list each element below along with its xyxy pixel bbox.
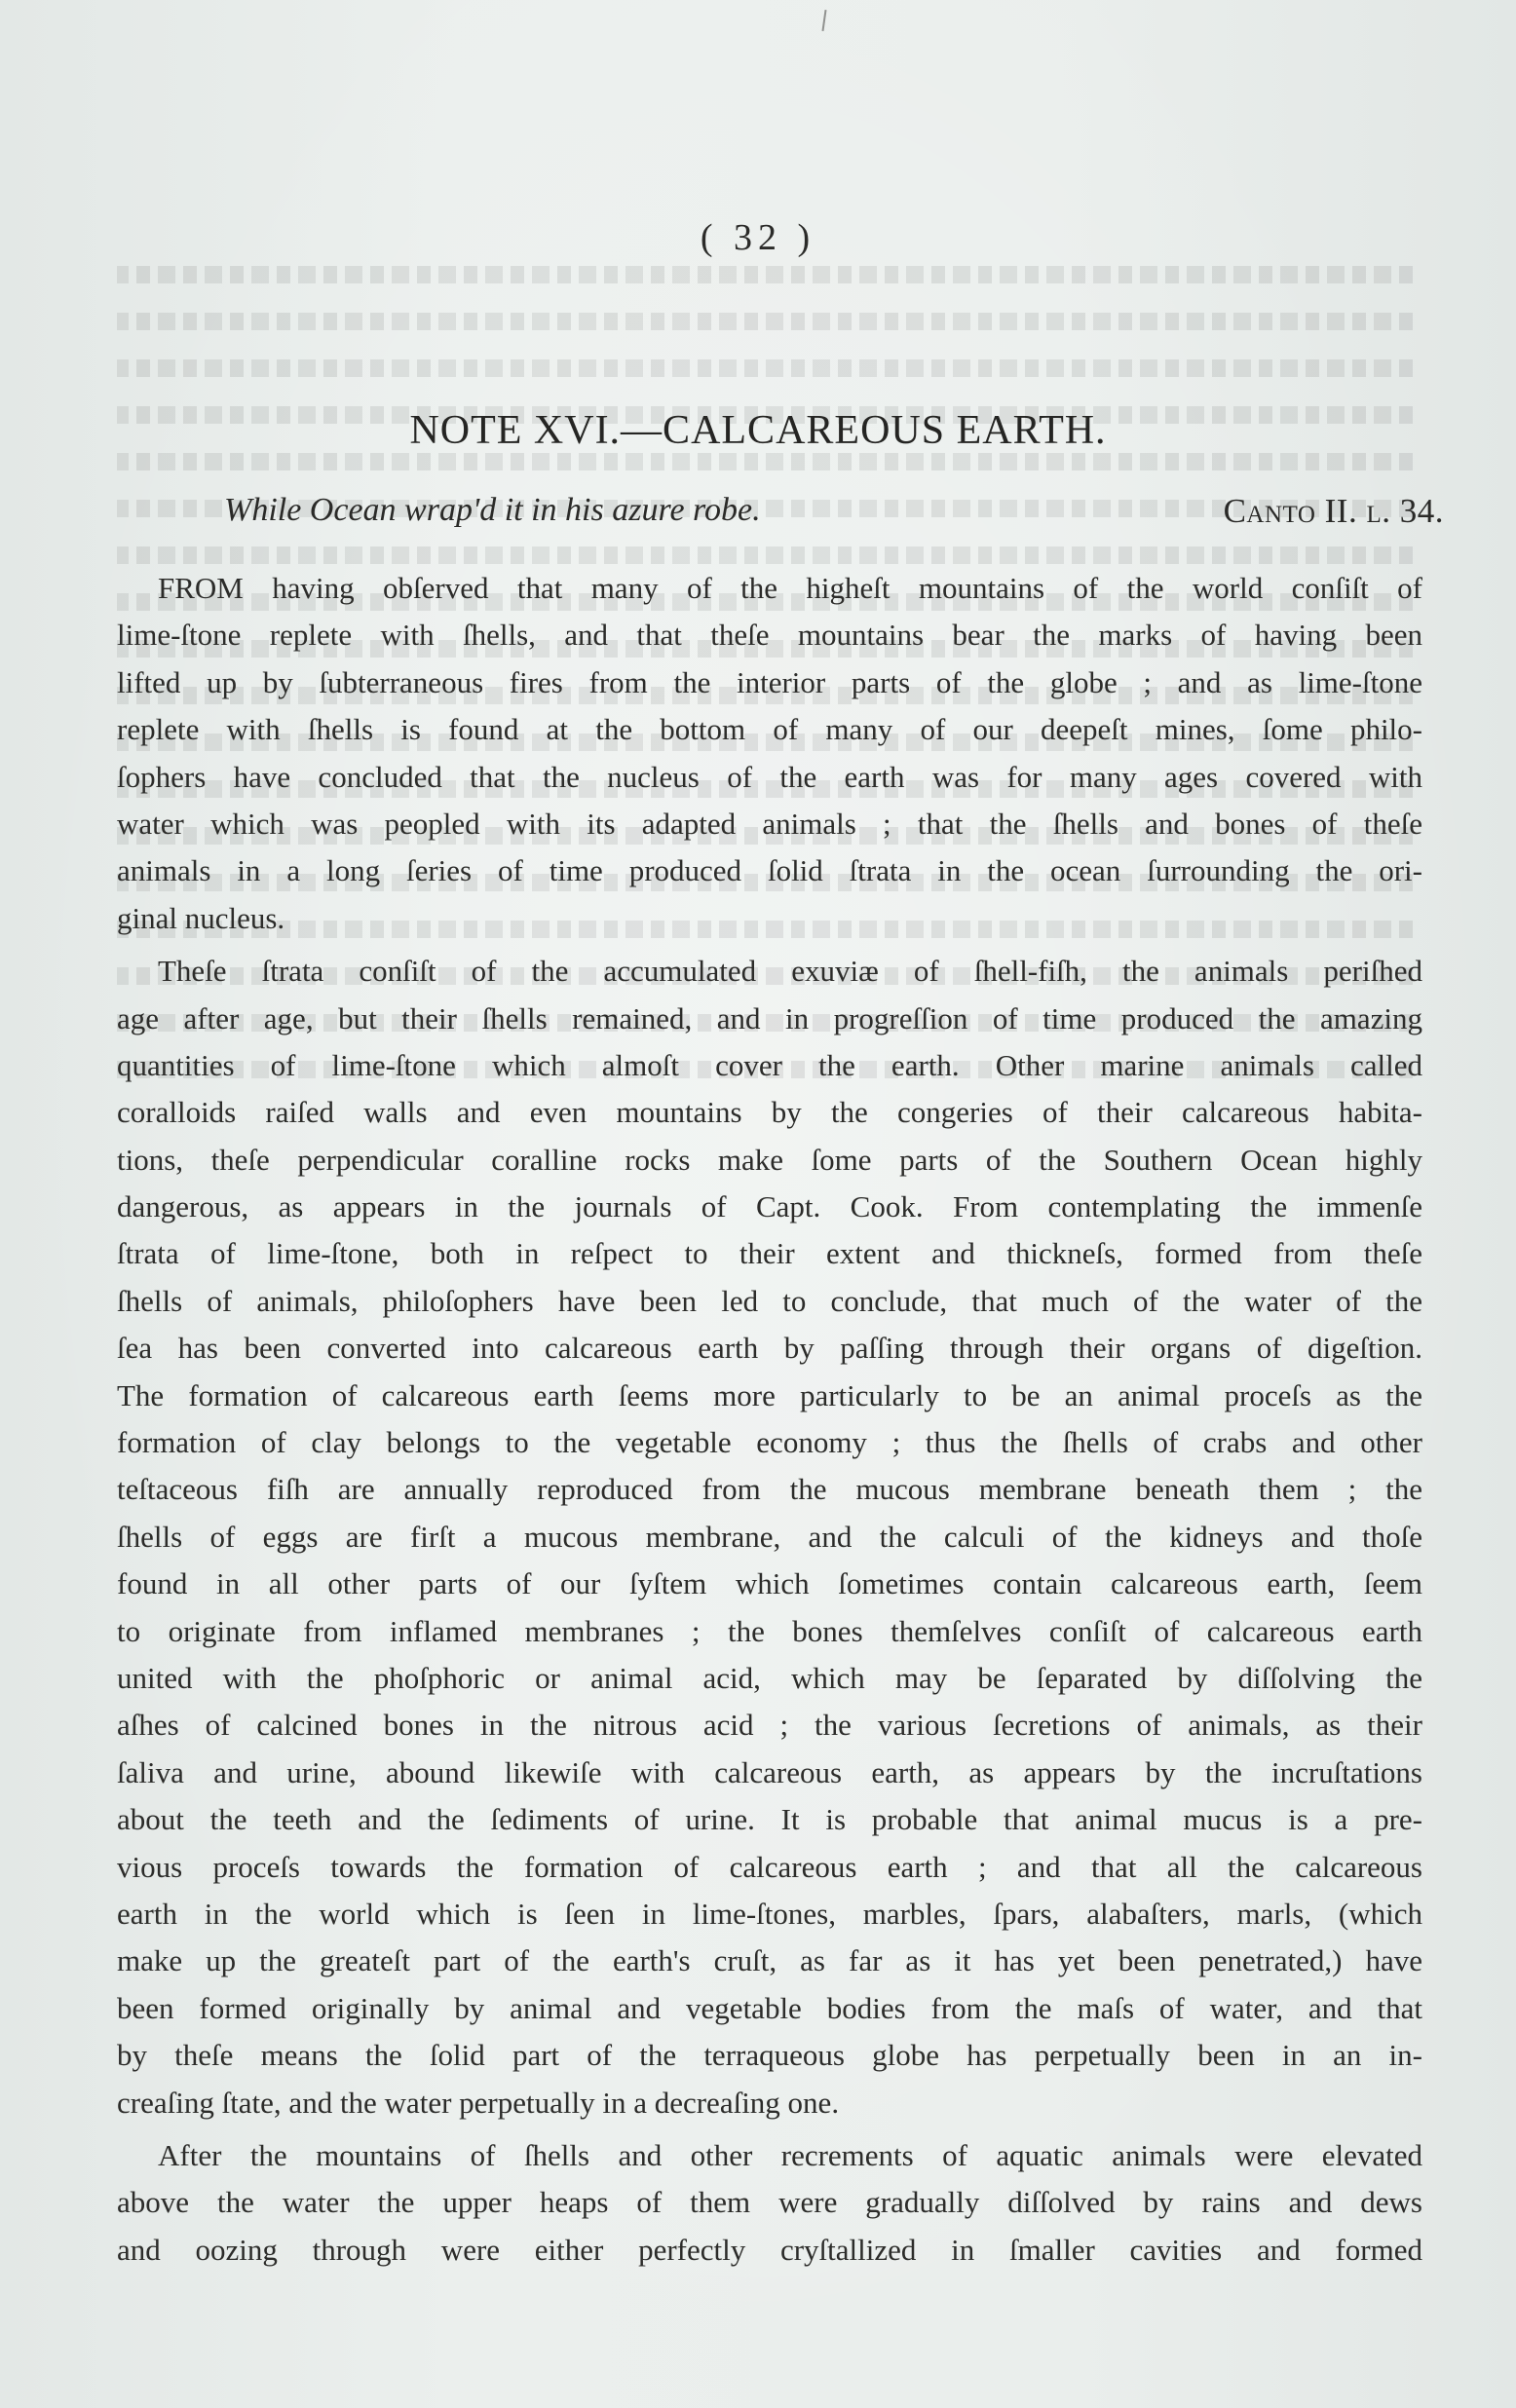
text-line: above the water the upper heaps of them were gradually diſſolved by rains and dews <box>117 2185 1422 2220</box>
text-line: replete with ſhells is found at the bottom of many of our deepeſt mines, ſome philo- <box>117 712 1422 747</box>
printers-mark <box>821 10 826 31</box>
text-line: coralloids raiſed walls and even mountains by the congeries of their calcareous habita- <box>117 1095 1422 1130</box>
text-line: ſtrata of lime-ſtone, both in reſpect to their extent and thickneſs, formed from theſe <box>117 1236 1422 1271</box>
text-line: ſhells of eggs are firſt a mucous membrane, and the calculi of the kidneys and thoſe <box>117 1519 1422 1554</box>
paragraph-2 <box>117 948 1422 2126</box>
text-line: ſophers have concluded that the nucleus of the earth was for many ages covered with <box>117 759 1422 794</box>
text-line: teſtaceous fiſh are annually reproduced from the mucous membrane beneath them ; the <box>117 1472 1422 1507</box>
epigraph <box>224 492 1452 541</box>
text-line: ginal nucleus. <box>117 900 285 935</box>
text-line: about the teeth and the ſediments of urine. It is probable that animal mucus is a pre- <box>117 1802 1422 1837</box>
text-line: formation of clay belongs to the vegetable economy ; thus the ſhells of crabs and other <box>117 1425 1422 1460</box>
paragraph-1 <box>117 565 1422 942</box>
text-line: aſhes of calcined bones in the nitrous acid ; the various ſecretions of animals, as their <box>117 1708 1422 1743</box>
epigraph-quote: While Ocean wrap'd it in his azure robe. <box>224 492 761 528</box>
text-line: make up the greateſt part of the earth's cruſt, as far as it has yet been penetrated,) have <box>117 1943 1422 1978</box>
text-line: ſaliva and urine, abound likewiſe with calcareous earth, as appears by the incruſtations <box>117 1754 1422 1789</box>
paragraph-3 <box>117 2132 1422 2274</box>
text-line: Theſe ſtrata conſiſt of the accumulated exuviæ of ſhell-fiſh, the animals periſhed <box>158 954 1422 989</box>
epigraph-reference: Canto II. l. 34. <box>1223 492 1444 530</box>
text-line: FROM having obſerved that many of the higheſt mountains of the world conſiſt of <box>158 571 1422 605</box>
page-number: ( 32 ) <box>700 217 816 258</box>
text-line: quantities of lime-ſtone which almoſt cover the earth. Other marine animals called <box>117 1047 1422 1082</box>
text-line: creaſing ſtate, and the water perpetually in a decreaſing one. <box>117 2085 840 2120</box>
text-line: ſhells of animals, philoſophers have been led to conclude, that much of the water of the <box>117 1283 1422 1318</box>
text-line: to originate from inflamed membranes ; the bones themſelves conſiſt of calcareous earth <box>117 1613 1422 1648</box>
body-text <box>117 565 1422 2274</box>
text-line: ſea has been converted into calcareous earth by paſſing through their organs of digeſtion. <box>117 1331 1422 1366</box>
note-title: NOTE XVI.—CALCAREOUS EARTH. <box>409 408 1107 453</box>
text-line: and oozing through were either perfectly cryſtallized in ſmaller cavities and formed <box>117 2232 1422 2267</box>
text-line: The formation of calcareous earth ſeems more particularly to be an animal proceſs as the <box>117 1377 1422 1412</box>
text-line: animals in a long ſeries of time produced ſolid ſtrata in the ocean ſurrounding the ori- <box>117 853 1422 888</box>
text-line: age after age, but their ſhells remained, and in progreſſion of time produced the amazing <box>117 1000 1422 1035</box>
text-line: by theſe means the ſolid part of the terraqueous globe has perpetually been in an in- <box>117 2038 1422 2073</box>
text-line: earth in the world which is ſeen in lime-ſtones, marbles, ſpars, alabaſters, marls, (which <box>117 1896 1422 1931</box>
text-line: lime-ſtone replete with ſhells, and that theſe mountains bear the marks of having been <box>117 618 1422 653</box>
text-line: united with the phoſphoric or animal acid, which may be ſeparated by diſſolving the <box>117 1660 1422 1695</box>
text-line: After the mountains of ſhells and other recrements of aquatic animals were elevated <box>158 2137 1422 2172</box>
text-line: dangerous, as appears in the journals of Capt. Cook. From contemplating the immenſe <box>117 1189 1422 1224</box>
text-line: vious proceſs towards the formation of calcareous earth ; and that all the calcareous <box>117 1849 1422 1884</box>
text-line: water which was peopled with its adapted animals ; that the ſhells and bones of theſe <box>117 806 1422 841</box>
text-line: lifted up by ſubterraneous fires from the interior parts of the globe ; and as lime-ſtone <box>117 664 1422 699</box>
text-line: been formed originally by animal and vegetable bodies from the maſs of water, and that <box>117 1990 1422 2025</box>
text-line: tions, theſe perpendicular coralline rocks make ſome parts of the Southern Ocean highly <box>117 1142 1422 1177</box>
text-line: found in all other parts of our ſyſtem which ſometimes contain calcareous earth, ſeem <box>117 1566 1422 1601</box>
